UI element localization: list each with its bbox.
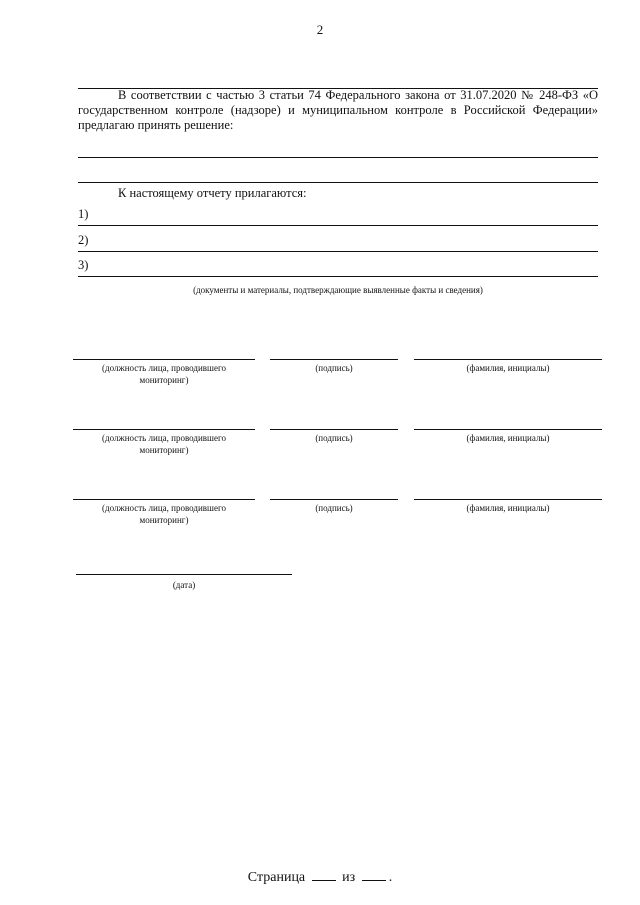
- footer-page-word: Страница: [247, 870, 306, 885]
- name-caption-1: (фамилия, инициалы): [466, 363, 550, 373]
- attachment-line-1[interactable]: [78, 225, 598, 226]
- page-footer: [0, 868, 640, 886]
- signature-caption-3: (подпись): [315, 503, 353, 513]
- decision-paragraph-text: В соответствии с частью 3 статьи 74 Федерального закона от 31.07.2020 № 248-ФЗ «О государственном контроле (надзоре) и муниципальном контроле в Российской Федерации» предлагаю принять решение:: [78, 88, 598, 132]
- total-pages-blank[interactable]: [362, 868, 386, 881]
- name-caption-3: (фамилия, инициалы): [466, 503, 550, 513]
- position-line-1[interactable]: [73, 359, 255, 360]
- decision-line-2[interactable]: [78, 182, 598, 183]
- attachment-item-3: 3): [78, 258, 89, 272]
- decision-line-1[interactable]: [78, 157, 598, 158]
- decision-paragraph: [78, 88, 598, 133]
- current-page-blank[interactable]: [312, 868, 336, 881]
- signature-line-3[interactable]: [270, 499, 398, 500]
- footer-of-word: из: [342, 870, 356, 885]
- name-line-1[interactable]: [414, 359, 602, 360]
- signature-caption-2: (подпись): [315, 433, 353, 443]
- position-caption-1: (должность лица, проводившего мониторинг): [102, 363, 226, 385]
- date-line[interactable]: [76, 574, 292, 575]
- attachment-line-2[interactable]: [78, 251, 598, 252]
- signature-line-1[interactable]: [270, 359, 398, 360]
- date-caption: (дата): [172, 580, 196, 590]
- attachment-item-1: 1): [78, 207, 89, 221]
- name-line-2[interactable]: [414, 429, 602, 430]
- attachment-item-2: 2): [78, 233, 89, 247]
- attachment-line-3[interactable]: [78, 276, 598, 277]
- name-line-3[interactable]: [414, 499, 602, 500]
- attachments-title: К настоящему отчету прилагаются:: [118, 186, 307, 200]
- position-caption-2: (должность лица, проводившего мониторинг): [102, 433, 226, 455]
- position-caption-3: (должность лица, проводившего мониторинг): [102, 503, 226, 525]
- position-line-2[interactable]: [73, 429, 255, 430]
- signature-caption-1: (подпись): [315, 363, 353, 373]
- page-number: 2: [316, 22, 324, 37]
- signature-line-2[interactable]: [270, 429, 398, 430]
- attachments-caption: (документы и материалы, подтверждающие выявленные факты и сведения): [193, 285, 483, 295]
- footer-end: .: [388, 870, 393, 885]
- position-line-3[interactable]: [73, 499, 255, 500]
- name-caption-2: (фамилия, инициалы): [466, 433, 550, 443]
